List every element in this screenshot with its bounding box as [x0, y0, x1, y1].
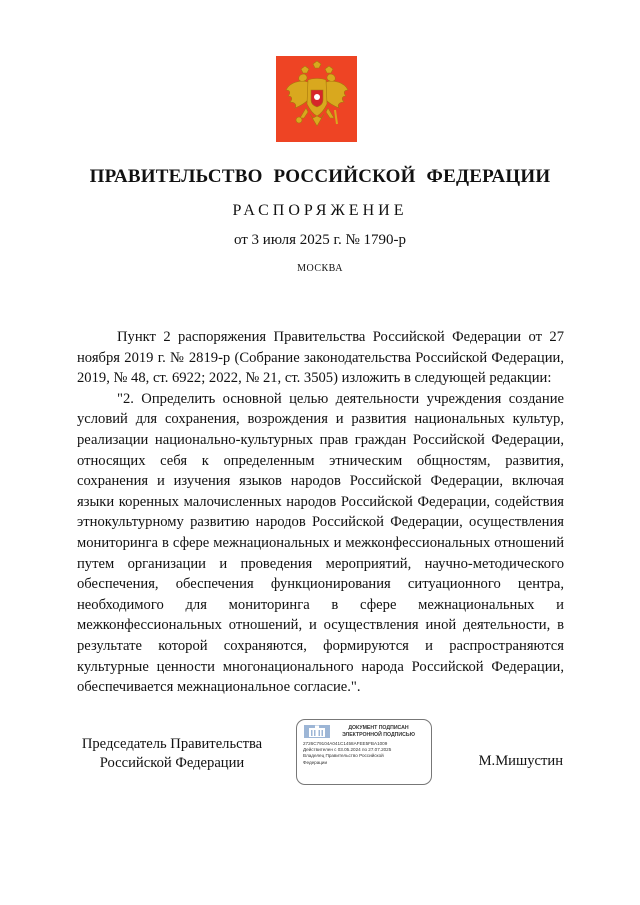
signer-position	[62, 735, 282, 773]
document-city: МОСКВА	[297, 263, 343, 274]
signer-position-line: Российской Федерации	[99, 755, 245, 771]
document-body	[77, 327, 564, 698]
body-paragraph: "2. Определить основной целью деятельности учреждения создание условий для сохранения, возрождения и развития национальных культур, реализации национально-культурных прав граждан Российской Федерации, относящих себя к определенным этническим общностям, развития, сохранения и изучения языков народов Российской Федерации, включая языки коренных малочисленных народов Российской Федерации, содействия этнокультурному развитию народов Российской Федерации, осуществления мониторинга в сфере межнациональных и межконфессиональных отношений путем организации и проведения мероприятий, научно-методического обеспечения, обеспечения функционирования ситуационного центра, необходимого для мониторинга в сфере межнациональных и межконфессиональных отношений, и осуществления иной деятельности, в результате которой сохраняются, формируются и распространяются культурные ценности многонационального народа Российской Федерации, обеспечивается межнациональное согласие.".	[77, 390, 564, 696]
signer-position-line: Председатель Правительства	[81, 736, 263, 752]
certificate-number: 2726C79104A041C1458AFEE5FBA1009	[303, 741, 388, 746]
stamp-title-line: ЭЛЕКТРОННОЙ ПОДПИСЬЮ	[342, 731, 415, 738]
double-headed-eagle-icon	[282, 60, 352, 138]
stamp-title-line: ДОКУМЕНТ ПОДПИСАН	[348, 725, 409, 732]
document-type: РАСПОРЯЖЕНИЕ	[232, 202, 408, 219]
body-paragraph: Пункт 2 распоряжения Правительства Российской Федерации от 27 ноября 2019 г. № 2819-р (Собрание законодательства Российской Федерации, 2019, № 48, ст. 6922; 2022, № 21, ст. 3505) изложить в следующей редакции:	[77, 329, 564, 387]
certificate-validity: Действителен с 03.05.2024 по 27.07.2025	[303, 747, 392, 753]
government-building-icon	[303, 724, 331, 739]
document-date-number: от 3 июля 2025 г. № 1790-р	[233, 232, 407, 248]
signer-name: М.Мишустин	[478, 753, 563, 769]
electronic-signature-stamp	[296, 719, 432, 785]
coat-of-arms-emblem	[276, 56, 357, 142]
government-title: ПРАВИТЕЛЬСТВО РОССИЙСКОЙ ФЕДЕРАЦИИ	[89, 166, 551, 187]
certificate-owner: Владелец Правительство Российской	[303, 753, 384, 759]
certificate-owner: Федерации	[303, 759, 328, 765]
